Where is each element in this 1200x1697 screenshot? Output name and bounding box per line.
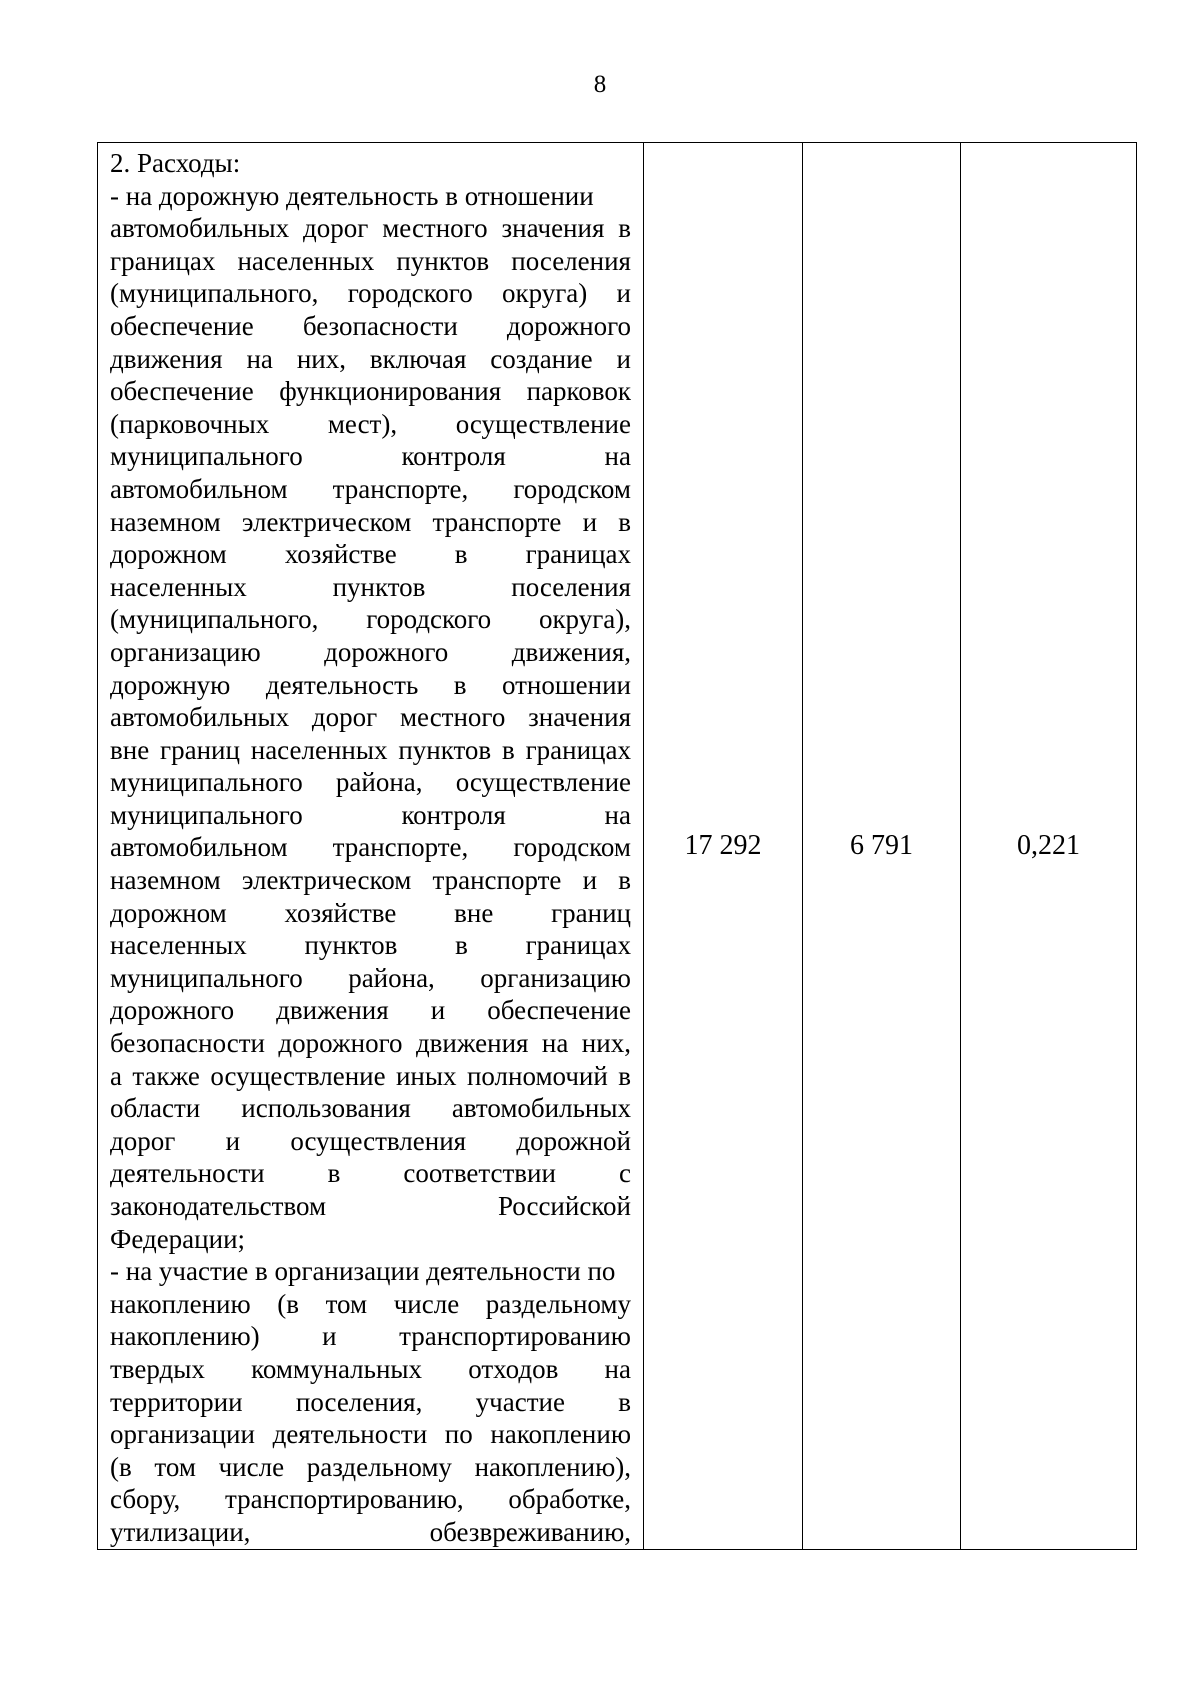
word: них, [296, 343, 346, 374]
word: автомобильном [110, 473, 288, 504]
word: соответствии [403, 1158, 556, 1189]
word: дорожного [506, 310, 631, 341]
text-line [110, 799, 631, 832]
word: муниципального [110, 441, 303, 472]
text-line [110, 734, 631, 767]
text-line [110, 440, 631, 473]
word: осуществления [290, 1125, 467, 1156]
word: дорожном [110, 897, 227, 928]
word: дорог [110, 1125, 176, 1156]
word: в [455, 930, 468, 961]
text-line [110, 343, 631, 376]
text-line [110, 375, 631, 408]
word: на [604, 799, 631, 830]
word: границ [160, 734, 240, 765]
word: организации [110, 1419, 255, 1450]
word: деятельности [110, 1158, 265, 1189]
text-line [110, 1451, 631, 1484]
word: накоплению), [474, 1451, 631, 1482]
word: также [132, 1060, 200, 1091]
table-row [98, 143, 1137, 1550]
word: (в [110, 1451, 132, 1482]
word: законодательством [110, 1191, 327, 1221]
text-line [110, 636, 631, 669]
word: осуществление [210, 1060, 386, 1091]
word: границах [525, 930, 631, 961]
word: на [604, 1353, 631, 1384]
word: дорожного [110, 995, 235, 1026]
word: в [454, 539, 468, 570]
word: городском [513, 832, 631, 863]
word: раздельному [306, 1451, 452, 1482]
text-line [110, 669, 631, 702]
text-line [110, 506, 631, 539]
word: местного [399, 702, 506, 733]
text-line [110, 897, 631, 930]
word: движения [276, 995, 389, 1026]
word: твердых [110, 1353, 205, 1384]
word: а [110, 1060, 122, 1091]
word: хозяйстве [284, 897, 397, 928]
word: в [618, 213, 631, 244]
word: в [453, 669, 467, 700]
text-line [110, 538, 631, 571]
word: вне [454, 897, 494, 928]
text-line [110, 701, 631, 734]
word: транспорте, [332, 473, 469, 504]
word: и [616, 343, 631, 374]
word: парковок [526, 376, 631, 407]
word: дорожном [110, 539, 227, 570]
text-line [110, 571, 631, 604]
text-line [110, 1255, 631, 1288]
expense-description-text [98, 143, 643, 1549]
word: безопасности [302, 310, 458, 341]
word: деятельность [265, 669, 419, 700]
word: электрическом [241, 506, 412, 537]
text-line [110, 1516, 631, 1549]
word: городского [347, 278, 473, 309]
word: пунктов [332, 571, 426, 602]
word: деятельности [272, 1419, 428, 1450]
word: электрическом [241, 865, 412, 896]
word: района, [348, 962, 435, 993]
word: населенных [237, 245, 375, 276]
word: по [444, 1419, 473, 1450]
text-line [110, 603, 631, 636]
word: транспортированию, [225, 1484, 464, 1515]
word: автомобильных [110, 213, 290, 244]
word: с [618, 1158, 631, 1189]
word: наземном [110, 506, 221, 537]
word: движения [415, 1028, 529, 1059]
word: организацию [480, 962, 631, 993]
word: и [582, 506, 598, 537]
word: обработке, [508, 1484, 631, 1515]
word: создание [490, 343, 593, 374]
word: контроля [401, 799, 506, 830]
word: в [618, 506, 631, 537]
word: в [618, 1060, 631, 1091]
word: них, [581, 1028, 631, 1059]
text-line [110, 1157, 631, 1190]
text-line [110, 310, 631, 343]
text-line [110, 212, 631, 245]
text-line [110, 1386, 631, 1419]
value-cell-2: 6 791 [803, 143, 961, 1550]
word: населенных [110, 930, 247, 961]
word: обеспечение [110, 310, 254, 341]
word: поселения, [295, 1386, 423, 1417]
word: отношении [501, 669, 631, 700]
word: значения [501, 213, 605, 244]
word: границах [525, 734, 631, 765]
word: том [325, 1288, 368, 1319]
word: утилизации, [110, 1516, 251, 1547]
word: том [154, 1451, 196, 1482]
word: раздельному [485, 1288, 631, 1319]
word: и [225, 1125, 241, 1156]
word: поселения [511, 571, 631, 602]
word: отходов [468, 1353, 559, 1384]
word: муниципального [110, 767, 303, 798]
word: транспорте, [332, 832, 469, 863]
word: муниципального [110, 799, 303, 830]
word: накоплению [490, 1419, 631, 1450]
word: пунктов [304, 930, 398, 961]
text-line [110, 1320, 631, 1353]
text-line [110, 766, 631, 799]
word: и [322, 1321, 337, 1352]
word: в [618, 1386, 631, 1417]
text-line [110, 473, 631, 506]
word: дорожного [278, 1028, 403, 1059]
word: иных [395, 1060, 457, 1091]
text-line [110, 277, 631, 310]
text-line [110, 929, 631, 962]
word: транспортированию [399, 1321, 631, 1352]
word: значения [528, 702, 631, 733]
word: области [110, 1093, 201, 1124]
text-line [110, 1483, 631, 1516]
word: в [502, 734, 515, 765]
word: городском [513, 473, 631, 504]
word: осуществление [455, 408, 631, 439]
word: границах [525, 539, 631, 570]
word: обеспечение [110, 376, 254, 407]
word: движения [110, 343, 223, 374]
word: местного [382, 213, 488, 244]
text-line [110, 180, 631, 213]
text-line [110, 1288, 631, 1321]
word: (муниципального, [110, 604, 319, 635]
word: дорожной [516, 1125, 631, 1156]
text-line [110, 1060, 631, 1093]
word: Федерации; [110, 1223, 246, 1254]
text-line [110, 1092, 631, 1125]
text-line [110, 962, 631, 995]
word: округа), [538, 604, 631, 635]
expense-description-cell [98, 143, 644, 1550]
text-line [110, 1027, 631, 1060]
word: наземном [110, 865, 221, 896]
text-line [110, 1418, 631, 1451]
value-cell-3: 0,221 [961, 143, 1137, 1550]
text-line [110, 864, 631, 897]
text-line [110, 994, 631, 1027]
word: полномочий [466, 1060, 608, 1091]
text-line [110, 245, 631, 278]
text-line [110, 408, 631, 441]
word: функционирования [279, 376, 502, 407]
word: вне [110, 734, 150, 765]
word: 2. Расходы: [110, 148, 241, 178]
word: и [430, 995, 446, 1026]
word: на [246, 343, 273, 374]
word: пунктов [396, 245, 490, 276]
word: и [582, 865, 598, 896]
word: района, [335, 767, 423, 798]
word: контроля [401, 441, 506, 472]
text-line [110, 1223, 631, 1256]
word: на [541, 1028, 569, 1059]
word: числе [218, 1451, 285, 1482]
word: в [327, 1158, 341, 1189]
text-line [110, 147, 631, 180]
word: включая [369, 343, 467, 374]
word: дорог [303, 213, 369, 244]
word: обезвреживанию, [429, 1516, 631, 1547]
page-number: 8 [593, 71, 607, 98]
word: (парковочных [110, 408, 270, 439]
word: Российской [497, 1191, 631, 1221]
word: населенных [110, 571, 247, 602]
word: дорожную [110, 669, 231, 700]
word: участие [475, 1386, 565, 1417]
word: и [616, 278, 631, 309]
word: пунктов [398, 734, 492, 765]
word: автомобильном [110, 832, 288, 863]
word: - на участие в организации деятельности по [110, 1256, 616, 1287]
word: транспорте [432, 865, 562, 896]
word: числе [393, 1288, 460, 1319]
word: (в [277, 1288, 299, 1319]
word: использования [241, 1093, 411, 1124]
word: автомобильных [110, 702, 290, 733]
text-line [110, 1125, 631, 1158]
word: мест), [327, 408, 398, 439]
word: автомобильных [451, 1093, 631, 1124]
budget-table [97, 142, 1137, 1550]
word: муниципального [110, 962, 303, 993]
text-line [110, 1190, 631, 1223]
word: осуществление [455, 767, 631, 798]
word: округа) [501, 278, 588, 309]
value-cell-1: 17 292 [644, 143, 803, 1550]
word: организацию [110, 636, 261, 667]
word: хозяйстве [284, 539, 397, 570]
word: коммунальных [251, 1353, 423, 1384]
word: границах [110, 245, 216, 276]
word: движения, [511, 636, 631, 667]
text-line [110, 1353, 631, 1386]
word: территории [110, 1386, 243, 1417]
word: - на дорожную деятельность в отношении [110, 180, 594, 211]
word: городского [366, 604, 492, 635]
word: транспорте [432, 506, 562, 537]
word: на [604, 441, 631, 472]
word: в [618, 865, 631, 896]
word: границ [551, 897, 631, 928]
word: накоплению) [110, 1321, 260, 1352]
word: (муниципального, [110, 278, 319, 309]
word: поселения [511, 245, 631, 276]
word: сбору, [110, 1484, 181, 1515]
word: накоплению [110, 1288, 251, 1319]
word: дорожного [324, 636, 449, 667]
word: населенных [250, 734, 388, 765]
text-line [110, 831, 631, 864]
word: безопасности [110, 1028, 265, 1059]
word: обеспечение [487, 995, 631, 1026]
word: дорог [311, 702, 378, 733]
